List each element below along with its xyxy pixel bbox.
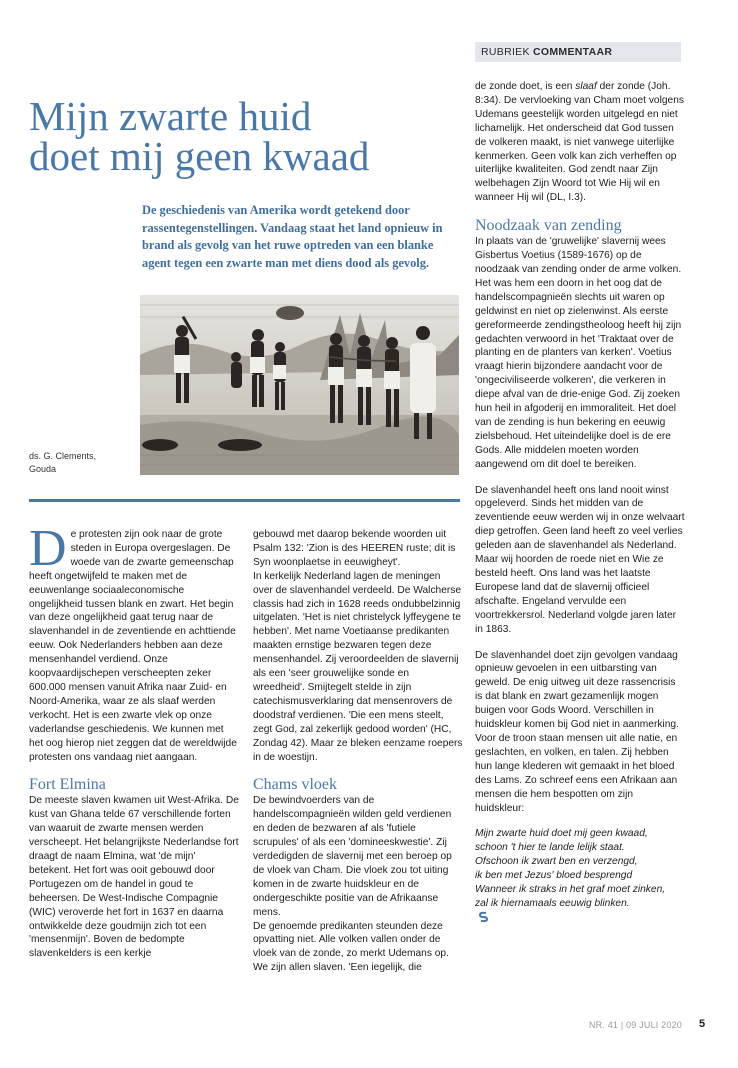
poem-line: schoon 't hier te lande lelijk staat. (475, 842, 625, 854)
heading-chams-vloek: Chams vloek (253, 776, 337, 794)
author-location: Gouda (29, 464, 57, 474)
intro-paragraph (29, 520, 239, 764)
slave-trade-engraving (140, 295, 459, 475)
rubric-name: COMMENTAAR (533, 46, 613, 58)
cham-paragraph-2: De genoemde predikanten steunden deze opvatting niet. Alle volken vallen onder de vloek van de zonde, zo merkt Udemans op. We zijn allen slaven. 'Een iegelijk, die (253, 920, 449, 974)
poem-line: ik ben met Jezus' bloed besprengd (475, 870, 633, 882)
engraving-illustration (140, 295, 459, 475)
poem-line: Ofschoon ik zwart ben en verzengd, (475, 856, 638, 868)
rubric-prefix: RUBRIEK (481, 46, 530, 58)
winst-paragraph: De slavenhandel heeft ons land nooit winst opgeleverd. Sinds het midden van de zeventiende eeuw werden wij in onze welvaart diep getroffen. Geen land heeft zo veel verlies geleden aan de slavenhandel als Nederland. Maar wij hoorden de roede niet en Wie ze besteld heeft. Ons land was het laatste Europese land dat de slavernij officieel afschafte. Engeland vervulde een voortrekkersrol. Nederland volgde jaren later in 1863. (475, 484, 685, 635)
poem-line: Wanneer ik straks in het graf moet zinken, (475, 884, 666, 896)
church-paragraph: In kerkelijk Nederland lagen de meningen over de slavenhandel verdeeld. De Walcherse classis had zich in 1628 reeds ondubbelzinnig uitgelaten. 'Het is niet christelyck lyffeygene te hebben'. Met name Voetiaanse predikanten maakten ernstige bezwaren tegen deze mensenhandel. Zij veroordeelden de slavernij als een 'seer grouwelijke sonde en wreedheid'. Smijtegelt stelde in zijn catechismusverklaring dat mensenrovers de doodstraf verdienen. 'Die een mens steelt, zegt God, zal zekerlijk gedood worden' (HC, Zondag 42). Maar ze bleken eenzame roepers in de woestijn. (253, 570, 463, 763)
column-3 (475, 80, 685, 926)
author-caption (29, 450, 129, 476)
heading-fort-elmina: Fort Elmina (29, 776, 106, 794)
author-name: ds. G. Clements, (29, 451, 97, 461)
cham-paragraph-1: De bewindvoerders van de handelscompagnieën wilden geld verdienen en deden de bezwaren af als 'futiele scrupules' of als een 'domineeskwestie'. Zij verdedigden de slavernij met een beroep op de vloek van Cham. Die vloek zou tot uiting komen in de zwarte huidskleur en de ondergeschikte positie van de Afrikaanse mens. (253, 795, 452, 918)
lead-paragraph: De geschiedenis van Amerika wordt getekend door rassentegenstellingen. Vandaag staat het land opnieuw in brand als gevolg van het ruwe optreden van een blanke agent tegen een zwarte man met diens dood als gevolg. (142, 203, 443, 270)
elmina-paragraph: De meeste slaven kwamen uit West-Afrika. De kust van Ghana telde 67 verschillende forten van waaruit de zwarte mensen werden verscheept. Het belangrijkste Nederlandse fort draagt de naam Elmina, wat 'de mijn' betekent. Het fort was ooit gebouwd door Portugezen om de handel in goud te beheersen. De West-Indische Compagnie (WIC) veroverde het fort in 1637 en daarna ontwikkelde deze goudmijn zich tot een 'mensenmijn'. Boven de bedompte slavenkelders is een kerkje (29, 795, 239, 960)
column-1 (29, 520, 239, 961)
heading-noodzaak-van-zending: Noodzaak van zending (475, 217, 622, 235)
poem-line: zal ik hiernamaals eeuwig blinken. (475, 897, 630, 909)
poem-last-line (475, 897, 685, 926)
gevolgen-paragraph: De slavenhandel doet zijn gevolgen vandaag opnieuw gevoelen in een uitbarsting van geweld. De enig uitweg uit deze rassencrisis is dat blank en zwart gezamenlijk mogen buigen voor Gods Woord. Verschillen in huidskleur komen bij God niet in aanmerking. Voor de troon staan mensen uit alle natie, en geslachten, en volken, en talen. Zij hebben hun lange klederen wit gemaakt in het bloed des Lams. Zo schreef eens een Afrikaan aan mensen die hem bespotten om zijn huidskleur: (475, 649, 679, 814)
slaaf-text-b: der zonde (Joh. 8:34). De vervloeking van Cham moet volgens Udemans geestelijk worden uitgelegd en niet lichamelijk. Het onderscheid dat God tussen de volkeren maakt, is niet vanwege uiterlijke kenmerken. Geen volk kan zich verheffen op uiterlijke kwaliteiten. God zendt naar Zijn welbehagen Zijn Woord tot Wie Hij wil en wanneer Hij wil (DL, I.3). (475, 81, 684, 204)
drop-cap: D (29, 520, 67, 577)
article-title (29, 93, 469, 179)
issue-info: NR. 41 | 09 JULI 2020 (588, 1020, 682, 1030)
intro-text: e protesten zijn ook naar de grote steden in Europa overgeslagen. De woede van de zwarte gemeenschap heeft ongetwijfeld te maken met de eeuwenlange sociaaleconomische ongelijkheid tussen blank en zwart. Het begin van deze ongelijkheid gaat terug naar de slavenhandel in de zeventiende en achttiende eeuw. Ook Nederlanders hebben aan deze mensenhandel verdiend. Onze koopvaardijschepen verscheepten zeker 600.000 mensen vanuit Afrika naar Zuid- en Noord-Amerika, waar ze als slaaf werden verkocht. Het is een zwarte vlek op onze vaderlandse geschiedenis. We kunnen met het oog hierop niet zeggen dat de wereldwijde protesten ons vandaag niet aangaan. (29, 529, 237, 763)
slaaf-text-a: de zonde doet, is een (475, 81, 576, 92)
poem-line: Mijn zwarte huid doet mij geen kwaad, (475, 828, 648, 840)
rubric-label (475, 42, 681, 62)
column-2 (253, 528, 463, 975)
title-line-2: doet mij geen kwaad (29, 133, 370, 179)
title-line-1: Mijn zwarte huid (29, 93, 312, 139)
poem (475, 827, 685, 925)
section-divider (29, 499, 460, 502)
slaaf-emphasis: slaaf (575, 81, 597, 92)
page-number: 5 (699, 1018, 706, 1030)
slave-of-sin-paragraph (475, 80, 685, 205)
end-mark-icon (478, 911, 489, 922)
psalm-paragraph: gebouwd met daarop bekende woorden uit Psalm 132: 'Zion is des HEEREN ruste; dit is Syn woonplaetse in eeuwigheyt'. (253, 529, 456, 568)
zending-paragraph: In plaats van de 'gruwelijke' slavernij wees Gisbertus Voetius (1589-1676) op de noodzaak van zending onder de arme volken. Het was hem een doorn in het oog dat de handelscompagnieën slechts uit waren op geldwinst en niet op zielenwinst. Als eerste gereformeerde zendingstheoloog heeft hij zijn gedachten verwoord in het 'Traktaat over de planting en de planters van kerken'. Voetius vraagt hierin bijzondere aandacht voor de 'ongeciviliseerde volkeren', die verkeren in diepe afval van de drie-enige God. Zij zoeken hun heil in afgoderij en immoraliteit. Het doel van de zending is hun bekering en eeuwig zielsbehoud. Het uiteindelijke doel is de ere Gods. Alle middelen moeten worden aangewend om dit doel te bereiken. (475, 236, 682, 470)
